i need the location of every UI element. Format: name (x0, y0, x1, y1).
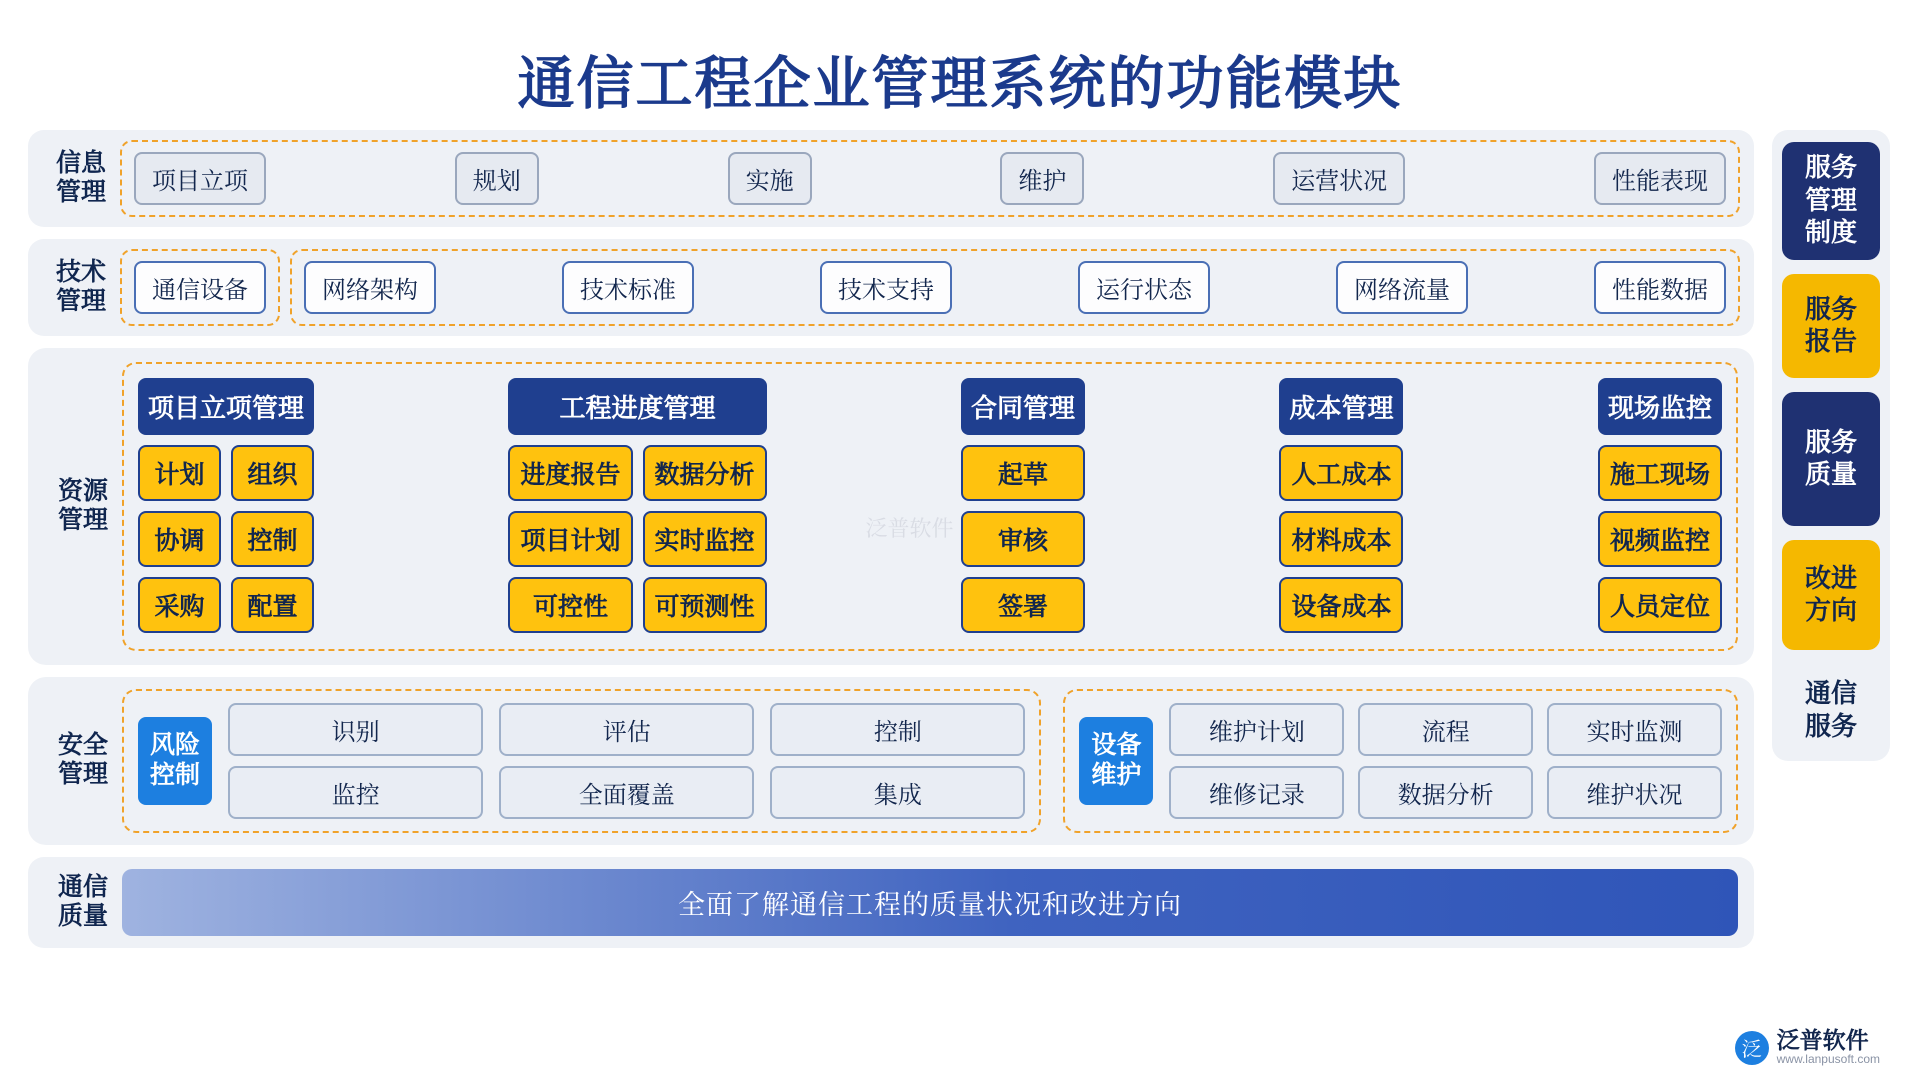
section-label-tech: 技术 管理 (55, 258, 106, 315)
device-chip[interactable]: 实时监测 (1547, 703, 1722, 756)
resource-cell[interactable]: 控制 (231, 511, 314, 567)
device-maintenance-tag[interactable]: 设备 维护 (1079, 717, 1153, 805)
resource-cells-cost (1279, 445, 1403, 633)
chip-info-5[interactable]: 性能表现 (1594, 152, 1726, 205)
risk-chip[interactable]: 评估 (499, 703, 754, 756)
tech-primary-group (120, 249, 280, 326)
resource-cell[interactable]: 组织 (231, 445, 314, 501)
device-chip[interactable]: 维修记录 (1169, 766, 1344, 819)
device-chip-grid (1169, 703, 1722, 819)
tech-chip-group (290, 249, 1740, 326)
section-label-resource: 资源 管理 (57, 477, 108, 534)
info-chip-row (134, 152, 1726, 205)
resource-cell[interactable]: 采购 (138, 577, 221, 633)
resource-head-project[interactable]: 项目立项管理 (138, 378, 314, 435)
resource-group-cost (1279, 378, 1403, 633)
resource-head-site[interactable]: 现场监控 (1598, 378, 1722, 435)
chip-info-2[interactable]: 实施 (728, 152, 812, 205)
resource-cell[interactable]: 材料成本 (1279, 511, 1403, 567)
resource-head-cost[interactable]: 成本管理 (1279, 378, 1403, 435)
service-card-quality[interactable]: 服务 质量 (1782, 392, 1880, 526)
chip-tech-2[interactable]: 技术支持 (820, 261, 952, 314)
tech-chip-row (304, 261, 1726, 314)
resource-cells-project (138, 445, 314, 633)
resource-cells-contract (961, 445, 1085, 633)
section-communication-quality (28, 857, 1754, 948)
chip-info-3[interactable]: 维护 (1000, 152, 1084, 205)
safety-groups (122, 689, 1738, 833)
chip-tech-5[interactable]: 性能数据 (1594, 261, 1726, 314)
section-tech-management (28, 239, 1754, 336)
chip-tech-1[interactable]: 技术标准 (562, 261, 694, 314)
page-title: 通信工程企业管理系统的功能模块 (517, 53, 1403, 116)
chip-tech-0[interactable]: 网络架构 (304, 261, 436, 314)
service-column (1772, 130, 1890, 948)
device-chip[interactable]: 维护状况 (1547, 766, 1722, 819)
resource-cell[interactable]: 施工现场 (1598, 445, 1722, 501)
quality-summary-bar: 全面了解通信工程的质量状况和改进方向 (122, 869, 1738, 936)
resource-cell[interactable]: 人员定位 (1598, 577, 1722, 633)
diagram-layout (0, 130, 1920, 948)
resource-group-project (138, 378, 314, 633)
service-card-improvement[interactable]: 改进 方向 (1782, 540, 1880, 650)
safety-risk-group (122, 689, 1041, 833)
section-label-info: 信息 管理 (55, 149, 106, 206)
risk-chip[interactable]: 集成 (770, 766, 1025, 819)
device-chip[interactable]: 数据分析 (1358, 766, 1533, 819)
safety-device-group (1063, 689, 1738, 833)
chip-tech-3[interactable]: 运行状态 (1078, 261, 1210, 314)
device-chip[interactable]: 维护计划 (1169, 703, 1344, 756)
resource-cell[interactable]: 可控性 (508, 577, 632, 633)
service-card-management-system[interactable]: 服务 管理 制度 (1782, 142, 1880, 260)
resource-cell[interactable]: 审核 (961, 511, 1085, 567)
resource-cell[interactable]: 配置 (231, 577, 314, 633)
service-card-report[interactable]: 服务 报告 (1782, 274, 1880, 378)
chip-tech-primary[interactable]: 通信设备 (134, 261, 266, 314)
resource-group-site (1598, 378, 1722, 633)
resource-cell[interactable]: 计划 (138, 445, 221, 501)
resource-cells-site (1598, 445, 1722, 633)
section-resource-management (28, 348, 1754, 665)
logo-name: 泛普软件 (1776, 1028, 1869, 1054)
service-footer-label: 通信 服务 (1804, 679, 1857, 741)
resource-cell[interactable]: 数据分析 (643, 445, 767, 501)
watermark-text: 泛普软件 (865, 516, 954, 542)
resource-cell[interactable]: 签署 (961, 577, 1085, 633)
main-column (28, 130, 1754, 948)
risk-chip-grid (228, 703, 1025, 819)
service-card-stack (1772, 130, 1890, 761)
tech-groups (120, 249, 1740, 326)
resource-cell[interactable]: 人工成本 (1279, 445, 1403, 501)
resource-head-progress[interactable]: 工程进度管理 (508, 378, 766, 435)
info-chip-group (120, 140, 1740, 217)
resource-cell[interactable]: 设备成本 (1279, 577, 1403, 633)
resource-cell[interactable]: 项目计划 (508, 511, 632, 567)
resource-group-progress (508, 378, 766, 633)
chip-info-4[interactable]: 运营状况 (1273, 152, 1405, 205)
section-info-management (28, 130, 1754, 227)
chip-info-1[interactable]: 规划 (455, 152, 539, 205)
resource-groups (122, 362, 1738, 651)
risk-chip[interactable]: 控制 (770, 703, 1025, 756)
logo-icon: 泛 (1735, 1031, 1769, 1065)
chip-tech-4[interactable]: 网络流量 (1336, 261, 1468, 314)
resource-cell[interactable]: 可预测性 (643, 577, 767, 633)
resource-cell[interactable]: 进度报告 (508, 445, 632, 501)
section-safety-management (28, 677, 1754, 845)
section-label-safety: 安全 管理 (57, 732, 108, 788)
resource-cell[interactable]: 起草 (961, 445, 1085, 501)
risk-control-tag[interactable]: 风险 控制 (138, 717, 212, 805)
chip-info-0[interactable]: 项目立项 (134, 152, 266, 205)
resource-cell[interactable]: 视频监控 (1598, 511, 1722, 567)
resource-head-contract[interactable]: 合同管理 (961, 378, 1085, 435)
logo-text-block (1777, 1029, 1880, 1066)
resource-cell[interactable]: 协调 (138, 511, 221, 567)
resource-group-contract (961, 378, 1085, 633)
section-label-quality: 通信 质量 (57, 873, 108, 930)
resource-cells-progress (508, 445, 766, 633)
logo-url: www.lanpusoft.com (1776, 1052, 1880, 1067)
risk-chip[interactable]: 识别 (228, 703, 483, 756)
resource-cell[interactable]: 实时监控 (643, 511, 767, 567)
brand-logo (1735, 1029, 1880, 1066)
risk-chip[interactable]: 监控 (228, 766, 483, 819)
device-chip[interactable]: 流程 (1358, 703, 1533, 756)
risk-chip[interactable]: 全面覆盖 (499, 766, 754, 819)
